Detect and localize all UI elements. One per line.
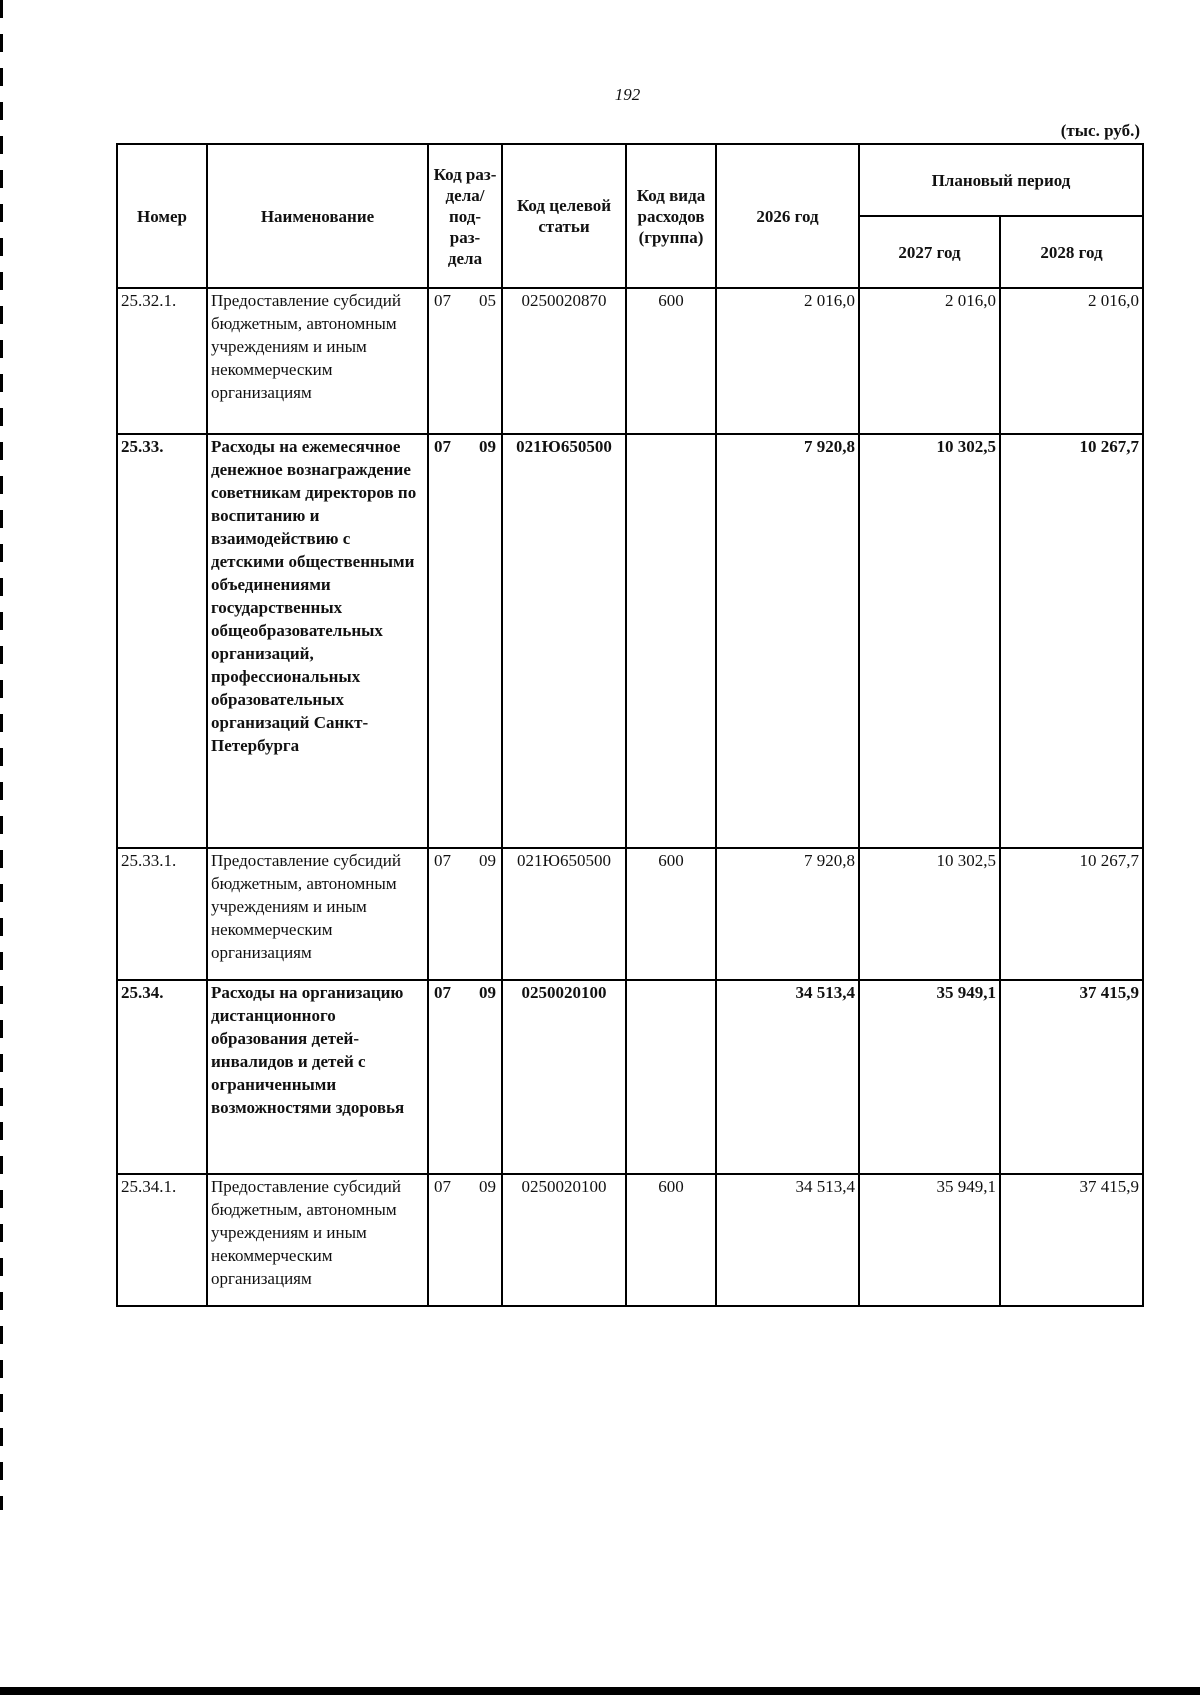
scan-bottom-bar (0, 1687, 1200, 1695)
cell-number: 25.34. (117, 980, 207, 1174)
cell-2027: 2 016,0 (859, 288, 1000, 434)
cell-expense-type (626, 434, 716, 848)
table-row (117, 980, 1143, 1174)
subsection: 09 (479, 851, 496, 870)
cell-number: 25.32.1. (117, 288, 207, 434)
cell-expense-type (626, 980, 716, 1174)
section: 07 (434, 291, 451, 310)
cell-section-code (428, 288, 502, 434)
header-year-2027: 2027 год (859, 216, 1000, 288)
table-body (117, 288, 1143, 1306)
cell-2028: 2 016,0 (1000, 288, 1143, 434)
cell-2028: 37 415,9 (1000, 980, 1143, 1174)
cell-2026: 7 920,8 (716, 434, 859, 848)
cell-section-code (428, 980, 502, 1174)
page-number: 192 (614, 85, 641, 104)
cell-2028: 37 415,9 (1000, 1174, 1143, 1306)
header-expense-type-code: Код вида расходов (группа) (626, 144, 716, 288)
subsection: 09 (479, 1177, 496, 1196)
cell-name: Расходы на организацию дистанционного образования детей-инвалидов и детей с ограниченными возможностями здоровья (207, 980, 428, 1174)
cell-2026: 7 920,8 (716, 848, 859, 980)
header-number: Номер (117, 144, 207, 288)
cell-section-code (428, 848, 502, 980)
header-year-2028: 2028 год (1000, 216, 1143, 288)
cell-2026: 2 016,0 (716, 288, 859, 434)
cell-2027: 10 302,5 (859, 848, 1000, 980)
table-row (117, 1174, 1143, 1306)
cell-expense-type: 600 (626, 1174, 716, 1306)
cell-2027: 35 949,1 (859, 980, 1000, 1174)
section: 07 (434, 437, 451, 456)
cell-section-code (428, 434, 502, 848)
header-target-code: Код целевой статьи (502, 144, 626, 288)
cell-target-code: 0250020100 (502, 1174, 626, 1306)
table-row (117, 848, 1143, 980)
header-year-2026: 2026 год (716, 144, 859, 288)
section: 07 (434, 1177, 451, 1196)
section: 07 (434, 983, 451, 1002)
cell-expense-type: 600 (626, 848, 716, 980)
cell-target-code: 0250020870 (502, 288, 626, 434)
subsection: 05 (479, 291, 496, 310)
cell-name: Предоставление субсидий бюджетным, автономным учреждениям и иным некоммерческим организациям (207, 848, 428, 980)
subsection: 09 (479, 437, 496, 456)
cell-target-code: 021Ю650500 (502, 434, 626, 848)
table-header (117, 144, 1143, 288)
cell-number: 25.33.1. (117, 848, 207, 980)
cell-number: 25.33. (117, 434, 207, 848)
header-planned-period: Плановый период (859, 144, 1143, 216)
cell-target-code: 0250020100 (502, 980, 626, 1174)
cell-expense-type: 600 (626, 288, 716, 434)
units-label: (тыс. руб.) (1060, 121, 1140, 140)
section: 07 (434, 851, 451, 870)
scan-edge-marks (0, 0, 3, 1510)
table-row (117, 434, 1143, 848)
subsection: 09 (479, 983, 496, 1002)
cell-section-code (428, 1174, 502, 1306)
cell-2027: 10 302,5 (859, 434, 1000, 848)
header-name: Наименование (207, 144, 428, 288)
cell-2028: 10 267,7 (1000, 848, 1143, 980)
cell-number: 25.34.1. (117, 1174, 207, 1306)
cell-2026: 34 513,4 (716, 1174, 859, 1306)
cell-2026: 34 513,4 (716, 980, 859, 1174)
cell-name: Предоставление субсидий бюджетным, автономным учреждениям и иным некоммерческим организациям (207, 288, 428, 434)
table-row (117, 288, 1143, 434)
cell-2027: 35 949,1 (859, 1174, 1000, 1306)
budget-table (116, 143, 1144, 1307)
cell-name: Предоставление субсидий бюджетным, автономным учреждениям и иным некоммерческим организациям (207, 1174, 428, 1306)
cell-target-code: 021Ю650500 (502, 848, 626, 980)
header-section-code: Код раз- дела/ под- раз- дела (428, 144, 502, 288)
cell-name: Расходы на ежемесячное денежное вознаграждение советникам директоров по воспитанию и взаимодействию с детскими общественными объединениями государственных общеобразовательных организаций, профессиональных образовательных организаций Санкт-Петербурга (207, 434, 428, 848)
cell-2028: 10 267,7 (1000, 434, 1143, 848)
